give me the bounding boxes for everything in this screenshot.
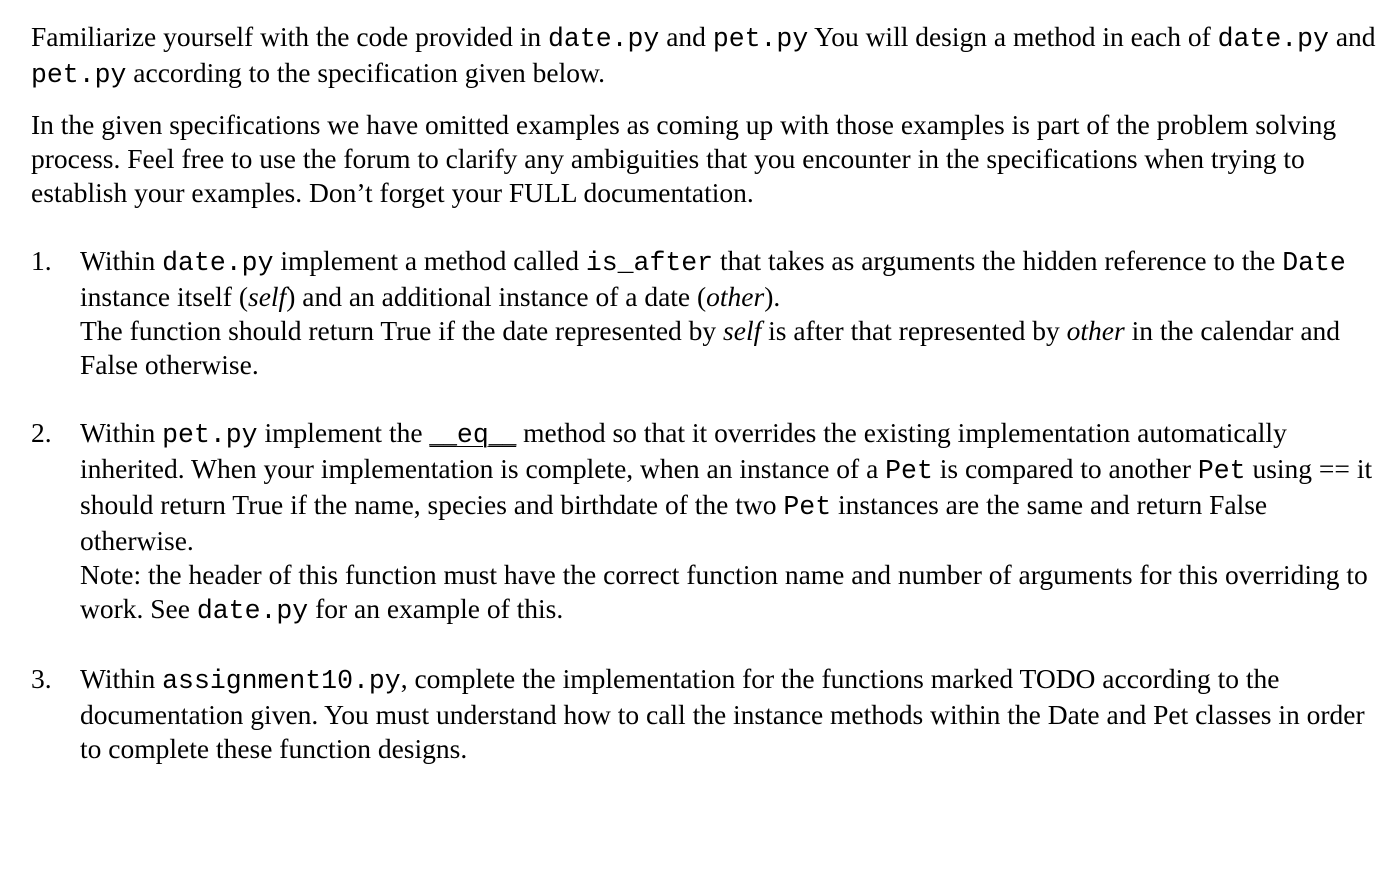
list-number: 1.	[31, 245, 52, 276]
filename-code: date.py	[548, 24, 660, 54]
task-item-1	[31, 244, 1386, 382]
intro-text: You will design a method in each of	[808, 21, 1218, 52]
intro-text: and	[1328, 21, 1376, 52]
italic-term: other	[1066, 315, 1125, 346]
task-body	[80, 416, 1386, 558]
code-text: assignment10.py	[162, 666, 401, 696]
task-text: Within	[80, 245, 163, 276]
task-text: in the calendar and False otherwise.	[80, 315, 1341, 380]
code-text: Date	[1282, 248, 1346, 278]
code-text: Pet	[1197, 456, 1246, 486]
task-text: is compared to another	[932, 453, 1198, 484]
task-body	[80, 314, 1386, 382]
task-item-2	[31, 416, 1386, 628]
intro-text: and	[659, 21, 713, 52]
code-text: is_after	[585, 248, 714, 278]
intro-paragraph	[31, 20, 1386, 92]
intro-text: Familiarize yourself with the code provided in	[31, 21, 549, 52]
task-text: ).	[764, 281, 781, 312]
task-body	[80, 558, 1386, 628]
specifications-paragraph: In the given specifications we have omitted examples as coming up with those examples is part of the problem solving process. Feel free to use the forum to clarify any ambiguities that you encounter in the specifications when trying to establish your examples. Don’t forget your FULL documentation.	[31, 109, 1337, 208]
list-number: 2.	[31, 417, 52, 448]
italic-term: self	[723, 315, 762, 346]
intro-text: according to the specification given below.	[126, 57, 605, 88]
task-text: for an example of this.	[308, 593, 564, 624]
underscores: __	[429, 417, 457, 448]
task-text: Within	[80, 417, 163, 448]
filename-code: pet.py	[712, 24, 809, 54]
task-text: is after that represented by	[761, 315, 1067, 346]
task-text: using == it should return True if the name, species and birthdate of the two	[80, 453, 1373, 520]
task-item-3	[31, 662, 1386, 766]
task-list	[31, 244, 1386, 766]
filename-code: pet.py	[31, 60, 127, 90]
task-text: Note: the header of this function must have the correct function name and number of arguments for this overriding to work. See	[80, 559, 1368, 624]
task-text: instance itself (	[80, 281, 248, 312]
list-number: 3.	[31, 663, 52, 694]
task-text: The function should return True if the date represented by	[80, 315, 724, 346]
italic-term: self	[248, 281, 287, 312]
assignment-document	[31, 20, 1386, 800]
code-text: Pet	[783, 492, 832, 522]
task-text: Within	[80, 663, 163, 694]
task-text: ) and an additional instance of a date (	[286, 281, 707, 312]
dunder-eq	[429, 417, 516, 448]
code-text: pet.py	[162, 420, 258, 450]
code-text: date.py	[196, 596, 309, 626]
code-text: date.py	[162, 248, 274, 278]
task-text: implement a method called	[273, 245, 586, 276]
task-text: that takes as arguments the hidden reference to the	[713, 245, 1283, 276]
filename-code: date.py	[1217, 24, 1329, 54]
task-text: method so that it overrides the existing implementation automatically inherited. When your implementation is complete, when an instance of a	[80, 417, 1287, 484]
code-text: eq	[456, 420, 489, 450]
code-text: Pet	[885, 456, 933, 486]
italic-term: other	[706, 281, 765, 312]
cropped-heading-fragment	[560, 0, 640, 2]
task-body	[80, 244, 1386, 314]
task-text: instances are the same and return False otherwise.	[80, 489, 1268, 556]
task-text: implement the	[257, 417, 430, 448]
underscores: __	[488, 417, 517, 448]
task-text: , complete the implementation for the functions marked TODO according to the documentation given. You must understand how to call the instance methods within the Date and Pet classes in order to complete these function designs.	[80, 663, 1365, 764]
task-body	[80, 662, 1386, 766]
